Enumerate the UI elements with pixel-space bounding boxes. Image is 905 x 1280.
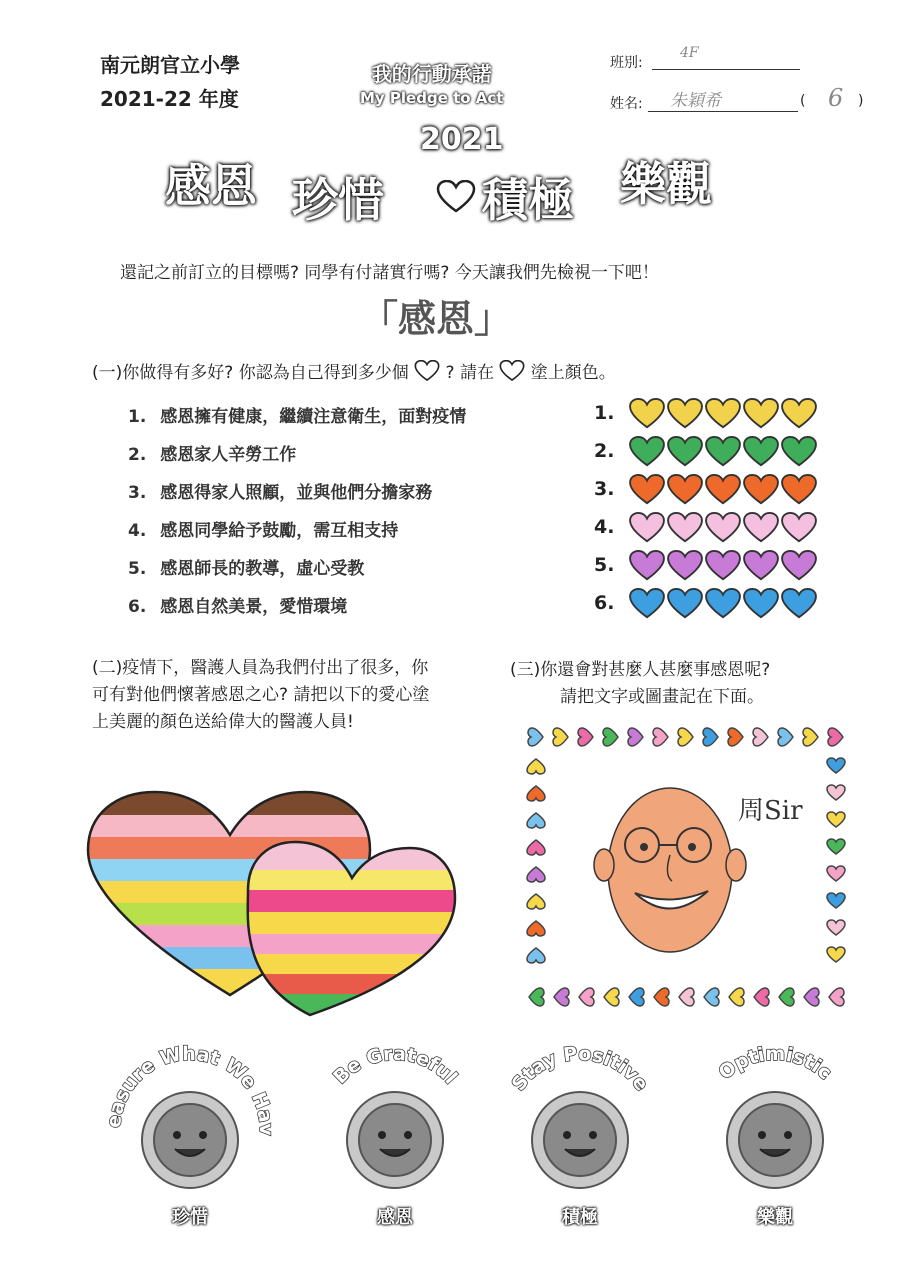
- rainbow-hearts-drawing: [80, 770, 460, 1030]
- colored-heart-icon[interactable]: [704, 436, 742, 468]
- motto-label: 積極: [562, 1207, 598, 1228]
- outline-heart-icon: [414, 360, 440, 382]
- colored-heart-icon[interactable]: [666, 550, 704, 582]
- rating-number: 6.: [594, 591, 615, 614]
- frame-heart-icon: [752, 987, 770, 1007]
- colored-heart-icon[interactable]: [628, 474, 666, 506]
- pledge-zh: 我的行動承諾: [371, 62, 492, 86]
- frame-heart-icon: [602, 987, 620, 1007]
- motto-label: 感恩: [377, 1207, 413, 1228]
- colored-heart-icon[interactable]: [780, 512, 818, 544]
- banner-part3: 積極: [482, 173, 574, 227]
- item-text: 感恩自然美景，愛惜環境: [160, 597, 348, 617]
- gratitude-item: [128, 516, 398, 541]
- class-value: 4F: [680, 45, 699, 61]
- colored-heart-icon[interactable]: [780, 588, 818, 620]
- frame-heart-icon: [526, 811, 546, 829]
- section-title: 「感恩」: [360, 297, 513, 341]
- outline-heart-icon: [499, 360, 525, 382]
- frame-heart-icon: [702, 987, 720, 1007]
- banner-part1: 感恩: [165, 159, 257, 213]
- intro-text: 還記之前訂立的目標嗎? 同學有付諸實行嗎? 今天讓我們先檢視一下吧！: [120, 263, 659, 283]
- rating-number: 3.: [594, 477, 615, 500]
- item-number: 3.: [128, 483, 147, 503]
- motto-badge: [95, 1035, 285, 1229]
- colored-heart-icon[interactable]: [666, 512, 704, 544]
- frame-heart-icon: [727, 727, 745, 747]
- name-field: [610, 93, 643, 113]
- colored-heart-icon[interactable]: [666, 474, 704, 506]
- school-header: [100, 48, 240, 116]
- frame-heart-icon: [826, 757, 846, 775]
- colored-heart-icon[interactable]: [742, 588, 780, 620]
- item-text: 感恩同學給予鼓勵，需互相支持: [160, 521, 399, 541]
- colored-heart-icon[interactable]: [742, 436, 780, 468]
- gratitude-item: [128, 402, 466, 427]
- frame-heart-icon: [652, 987, 670, 1007]
- item-number: 4.: [128, 521, 147, 541]
- class-label: 班別:: [610, 55, 643, 71]
- frame-heart-icon: [826, 919, 846, 937]
- colored-heart-icon[interactable]: [628, 588, 666, 620]
- frame-heart-icon: [802, 727, 820, 747]
- colored-heart-icon[interactable]: [742, 550, 780, 582]
- frame-heart-icon: [627, 727, 645, 747]
- frame-heart-icon: [526, 919, 546, 937]
- frame-heart-icon: [577, 727, 595, 747]
- heart-rating-row: [594, 398, 818, 430]
- motto-sun-icon: [95, 1035, 285, 1205]
- question-1: [92, 358, 616, 383]
- frame-heart-icon: [652, 727, 670, 747]
- frame-heart-icon: [527, 987, 545, 1007]
- number-value: 6: [828, 84, 844, 112]
- heart-rating-row: [594, 436, 818, 468]
- motto-arc-text: Be Grateful: [329, 1042, 462, 1089]
- colored-heart-icon[interactable]: [704, 588, 742, 620]
- colored-heart-icon[interactable]: [704, 474, 742, 506]
- frame-heart-icon: [826, 865, 846, 883]
- colored-heart-icon[interactable]: [666, 588, 704, 620]
- frame-heart-icon: [526, 784, 546, 802]
- heart-rating-row: [594, 512, 818, 544]
- item-number: 5.: [128, 559, 147, 579]
- motto-label: 樂觀: [757, 1207, 793, 1228]
- school-year: 2021-22 年度: [100, 87, 239, 111]
- item-number: 6.: [128, 597, 147, 617]
- frame-heart-icon: [752, 727, 770, 747]
- frame-heart-icon: [526, 865, 546, 883]
- gratitude-item: [128, 478, 432, 503]
- frame-heart-icon: [677, 987, 695, 1007]
- item-number: 1.: [128, 407, 147, 427]
- question-3-line2: 請把文字或圖畫記在下面。: [560, 687, 764, 707]
- rating-number: 1.: [594, 401, 615, 424]
- motto-badge: [300, 1035, 490, 1229]
- pledge-en: My Pledge to Act: [360, 89, 504, 107]
- frame-heart-icon: [677, 727, 695, 747]
- name-label: 姓名:: [610, 96, 643, 112]
- teacher-portrait-drawing: [590, 775, 750, 965]
- motto-arc-text: Optimistic: [714, 1042, 836, 1085]
- frame-heart-icon: [826, 946, 846, 964]
- banner-year: 2021: [420, 122, 504, 157]
- frame-heart-icon: [526, 946, 546, 964]
- frame-heart-icon: [802, 987, 820, 1007]
- question-1-prefix: (一)你做得有多好? 你認為自己得到多少個: [92, 363, 409, 383]
- gratitude-item: [128, 592, 347, 617]
- rating-number: 5.: [594, 553, 615, 576]
- class-line: [652, 68, 800, 70]
- colored-heart-icon[interactable]: [742, 398, 780, 430]
- class-field: [610, 52, 643, 72]
- frame-heart-icon: [777, 987, 795, 1007]
- name-value: 朱穎希: [670, 91, 721, 111]
- banner-part2: 珍惜: [292, 173, 384, 227]
- frame-heart-icon: [526, 892, 546, 910]
- item-text: 感恩得家人照顧，並與他們分擔家務: [160, 483, 433, 503]
- frame-heart-icon: [826, 838, 846, 856]
- colored-heart-icon[interactable]: [742, 512, 780, 544]
- colored-heart-icon[interactable]: [628, 512, 666, 544]
- motto-arc-text: Stay Positive: [507, 1042, 653, 1096]
- heart-rating-row: [594, 474, 818, 506]
- colored-heart-icon[interactable]: [666, 436, 704, 468]
- frame-heart-icon: [777, 727, 795, 747]
- banner-heart-icon: [436, 180, 476, 214]
- frame-heart-icon: [826, 892, 846, 910]
- question-2: (二)疫情下，醫護人員為我們付出了很多，你可有對他們懷著感恩之心? 請把以下的愛心塗上美麗的顏色送給偉大的醫護人員!: [92, 658, 430, 732]
- colored-heart-icon[interactable]: [704, 512, 742, 544]
- school-name: 南元朗官立小學: [100, 53, 240, 77]
- frame-heart-icon: [527, 727, 545, 747]
- frame-heart-icon: [552, 987, 570, 1007]
- question-3-line1: (三)你還會對甚麼人甚麼事感恩呢?: [510, 660, 771, 680]
- banner-part4: 樂觀: [620, 157, 712, 211]
- frame-heart-icon: [602, 727, 620, 747]
- motto-sun-icon: [485, 1035, 675, 1205]
- colored-heart-icon[interactable]: [666, 398, 704, 430]
- colored-heart-icon[interactable]: [742, 474, 780, 506]
- item-text: 感恩擁有健康，繼續注意衛生，面對疫情: [160, 407, 467, 427]
- frame-heart-icon: [526, 757, 546, 775]
- motto-label: 珍惜: [172, 1207, 208, 1228]
- colored-heart-icon[interactable]: [780, 474, 818, 506]
- gratitude-item: [128, 554, 364, 579]
- colored-heart-icon[interactable]: [704, 398, 742, 430]
- frame-heart-icon: [826, 784, 846, 802]
- question-1-suffix: 塗上顏色。: [530, 363, 616, 383]
- frame-heart-icon: [826, 811, 846, 829]
- colored-heart-icon[interactable]: [704, 550, 742, 582]
- rating-number: 4.: [594, 515, 615, 538]
- colored-heart-icon[interactable]: [628, 550, 666, 582]
- frame-heart-icon: [827, 727, 845, 747]
- frame-heart-icon: [577, 987, 595, 1007]
- colored-heart-icon[interactable]: [628, 436, 666, 468]
- frame-heart-icon: [552, 727, 570, 747]
- frame-heart-icon: [526, 838, 546, 856]
- question-1-middle: ? 請在: [445, 363, 494, 383]
- colored-heart-icon[interactable]: [628, 398, 666, 430]
- colored-heart-icon[interactable]: [780, 436, 818, 468]
- motto-sun-icon: [300, 1035, 490, 1205]
- colored-heart-icon[interactable]: [780, 398, 818, 430]
- motto-arc-text: easure What We Hav: [102, 1042, 278, 1136]
- heart-rating-row: [594, 588, 818, 620]
- motto-badge: [485, 1035, 675, 1229]
- item-text: 感恩家人辛勞工作: [160, 445, 297, 465]
- gratitude-item: [128, 440, 296, 465]
- colored-heart-icon[interactable]: [780, 550, 818, 582]
- frame-heart-icon: [827, 987, 845, 1007]
- rating-number: 2.: [594, 439, 615, 462]
- item-text: 感恩師長的教導，虛心受教: [160, 559, 365, 579]
- frame-heart-icon: [702, 727, 720, 747]
- question-3: [510, 657, 770, 711]
- heart-rating-row: [594, 550, 818, 582]
- item-number: 2.: [128, 445, 147, 465]
- number-close: ): [858, 93, 864, 109]
- motto-badge: [680, 1035, 870, 1229]
- motto-sun-icon: [680, 1035, 870, 1205]
- pledge-heading: [360, 62, 503, 110]
- drawing-caption: 周Sir: [738, 796, 803, 826]
- frame-heart-icon: [627, 987, 645, 1007]
- frame-heart-icon: [727, 987, 745, 1007]
- number-open: (: [800, 93, 806, 109]
